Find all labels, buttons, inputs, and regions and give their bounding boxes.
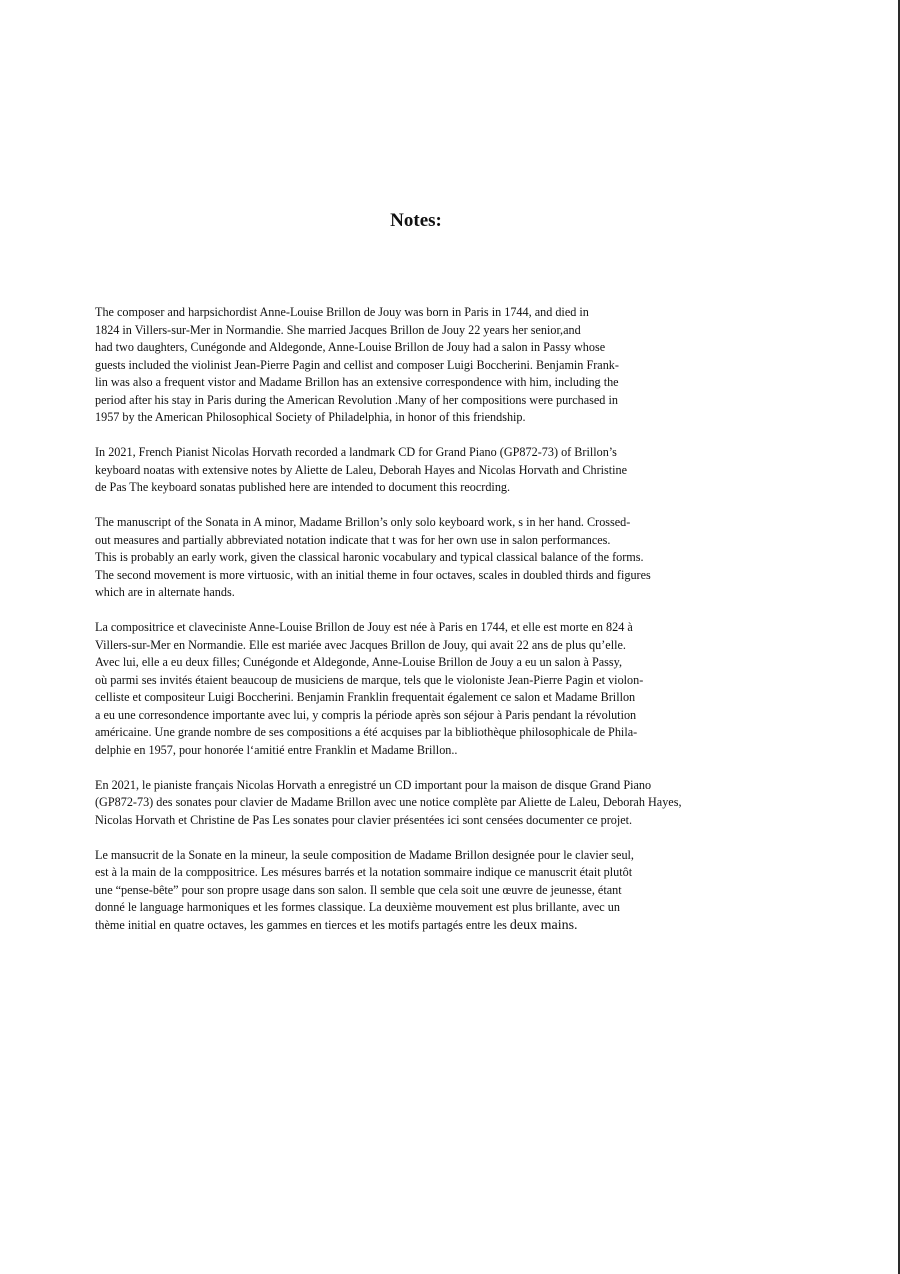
text-line: In 2021, French Pianist Nicolas Horvath recorded a landmark CD for Grand Piano (GP872-73) of Brillon’s: [95, 445, 617, 459]
text-line-main: thème initial en quatre octaves, les gammes en tierces et les motifs partagés entre les: [95, 917, 510, 932]
paragraph-english-biography: [95, 304, 825, 427]
text-line: lin was also a frequent vistor and Madame Brillon has an extensive correspondence with him, including the: [95, 375, 619, 389]
paragraph-english-manuscript: [95, 514, 825, 602]
text-line: donné le language harmoniques et les formes classique. La deuxième mouvement est plus brillante, avec un: [95, 900, 620, 914]
text-line-tail: deux mains.: [509, 917, 578, 933]
text-line: Nicolas Horvath et Christine de Pas Les sonates pour clavier présentées ici sont censées documenter ce projet.: [95, 812, 633, 827]
text-line: This is probably an early work, given the classical haronic vocabulary and typical classical balance of the forms.: [95, 550, 644, 564]
text-line: est à la main de la comppositrice. Les mésures barrés et la notation sommaire indique ce manuscrit était plutôt: [95, 865, 633, 879]
text-line: The second movement is more virtuosic, with an initial theme in four octaves, scales in doubled thirds and figures: [95, 567, 651, 582]
text-line-last: [95, 917, 825, 935]
text-line: de Pas The keyboard sonatas published here are intended to document this reocrding.: [95, 480, 511, 494]
text-line: guests included the violinist Jean-Pierre Pagin and cellist and composer Luigi Boccherini. Benjamin Frank-: [95, 357, 619, 372]
text-line: américaine. Une grande nombre de ses compositions a été acquises par la bibliothèque philosophicale de Phila-: [95, 725, 638, 739]
text-line: Le mansucrit de la Sonate en la mineur, la seule composition de Madame Brillon designée pour le clavier seul,: [95, 847, 634, 862]
text-line: où parmi ses invités étaient beaucoup de musiciens de marque, tels que le violoniste Jean-Pierre Pagin et violon-: [95, 672, 644, 687]
text-line: 1957 by the American Philosophical Society of Philadelphia, in honor of this friendship.: [95, 410, 526, 424]
text-line: which are in alternate hands.: [95, 585, 235, 599]
text-line: La compositrice et claveciniste Anne-Louise Brillon de Jouy est née à Paris en 1744, et elle est morte en 824 à: [95, 620, 633, 634]
text-line: Avec lui, elle a eu deux filles; Cunégonde et Aldegonde, Anne-Louise Brillon de Jouy a eu un salon à Passy,: [95, 655, 622, 669]
text-line: Villers-sur-Mer en Normandie. Elle est mariée avec Jacques Brillon de Jouy, qui avait 22 ans de plus qu’elle.: [95, 637, 626, 652]
paragraph-french-manuscript: [95, 847, 825, 935]
text-line: celliste et compositeur Luigi Boccherini. Benjamin Franklin frequentait également ce salon et Madame Brillon: [95, 690, 636, 704]
text-line: The composer and harpsichordist Anne-Louise Brillon de Jouy was born in Paris in 1744, and died in: [95, 305, 589, 319]
text-line: keyboard noatas with extensive notes by Aliette de Laleu, Deborah Hayes and Nicolas Horvath and Christine: [95, 462, 628, 477]
notes-body: [95, 304, 825, 952]
text-line: had two daughters, Cunégonde and Aldegonde, Anne-Louise Brillon de Jouy had a salon in Passy whose: [95, 340, 606, 354]
text-line: out measures and partially abbreviated notation indicate that t was for her own use in salon performances.: [95, 532, 611, 547]
text-line: period after his stay in Paris during the American Revolution .Many of her compositions were purchased in: [95, 392, 618, 407]
text-line: une “pense-bête” pour son propre usage dans son salon. Il semble que cela soit une œuvre de jeunesse, étant: [95, 882, 622, 897]
text-line: The manuscript of the Sonata in A minor, Madame Brillon’s only solo keyboard work, s in her hand. Crossed-: [95, 515, 631, 529]
page-title: Notes:: [390, 210, 442, 231]
paragraph-french-recording: [95, 777, 825, 830]
paragraph-english-recording: [95, 444, 825, 497]
text-line: (GP872-73) des sonates pour clavier de Madame Brillon avec une notice complète par Aliette de Laleu, Deborah Hayes,: [95, 795, 682, 809]
text-line: En 2021, le pianiste français Nicolas Horvath a enregistré un CD important pour la maison de disque Grand Piano: [95, 777, 652, 792]
paragraph-french-biography: [95, 619, 825, 759]
text-line: delphie en 1957, pour honorée l‘amitié entre Franklin et Madame Brillon..: [95, 742, 458, 757]
text-line: a eu une corresondence importante avec lui, y compris la période après son séjour à Paris pendant la révolution: [95, 707, 637, 722]
text-line: 1824 in Villers-sur-Mer in Normandie. She married Jacques Brillon de Jouy 22 years her senior,and: [95, 322, 581, 337]
